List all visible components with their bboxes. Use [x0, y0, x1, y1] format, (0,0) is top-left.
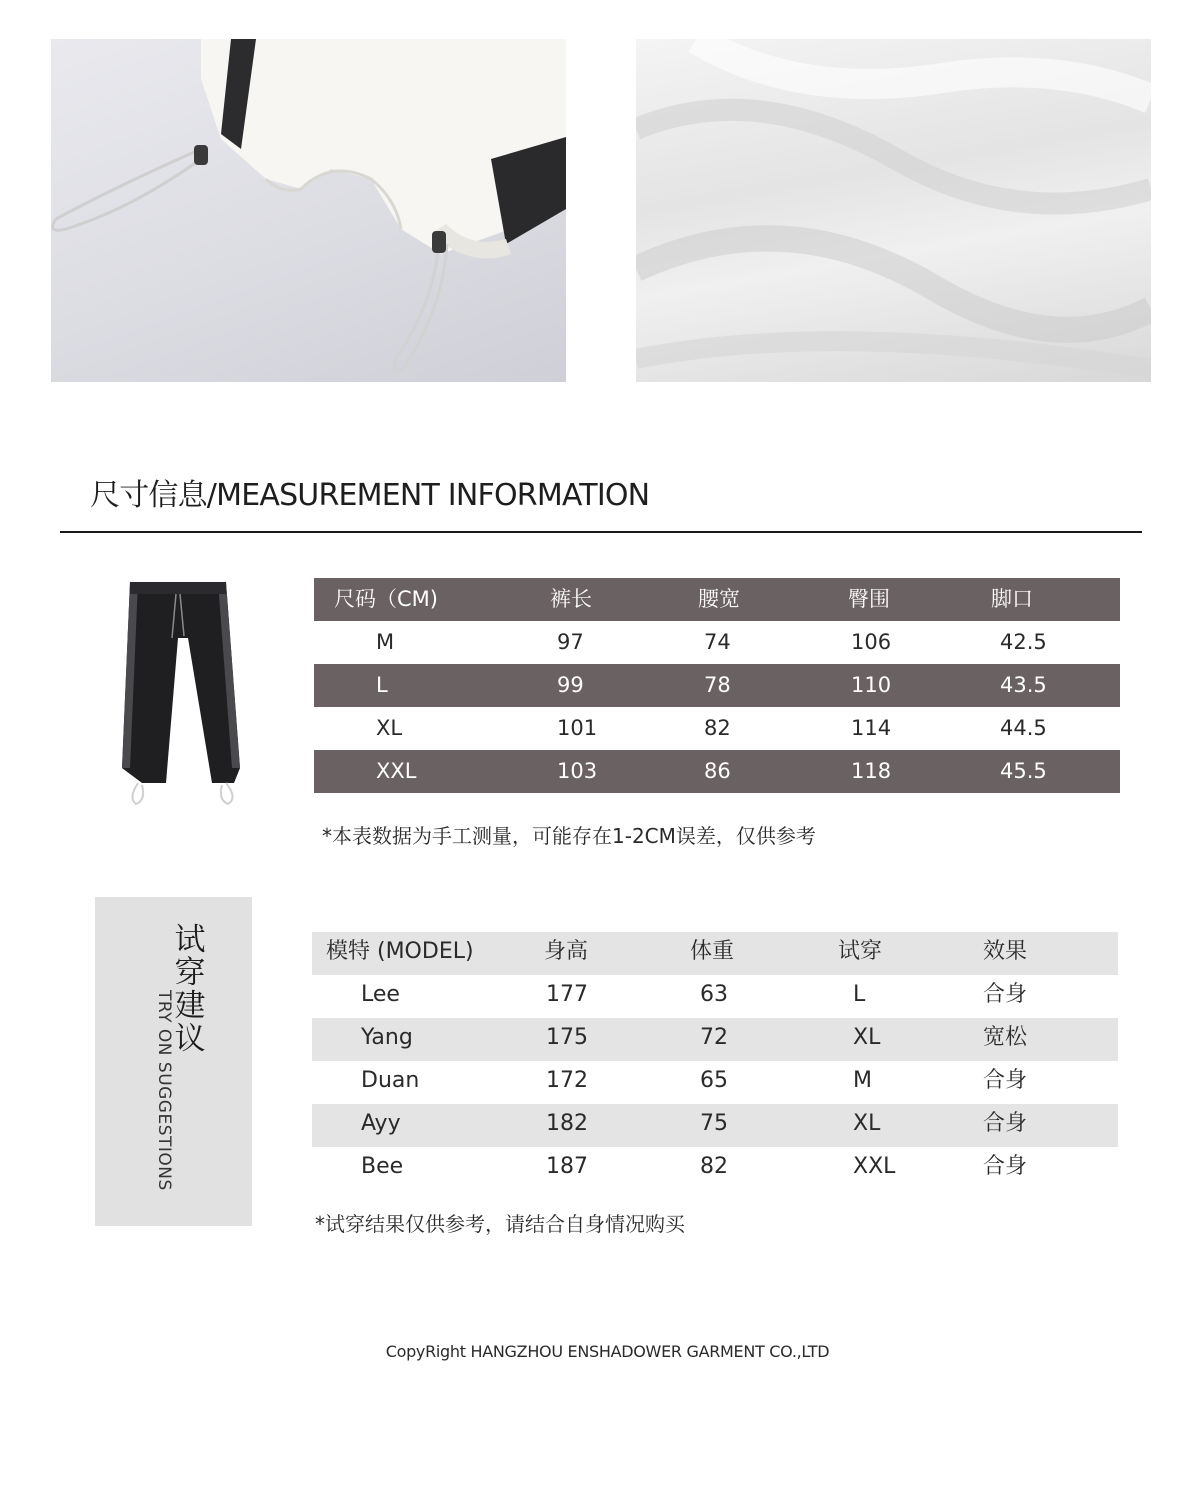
cell-height: 182: [546, 1111, 588, 1136]
cell-size: M: [376, 630, 395, 654]
table-row: [312, 1018, 1118, 1061]
cell-size: XL: [376, 716, 403, 740]
header-fit: 效果: [983, 939, 1028, 964]
cell-height: 177: [546, 982, 588, 1007]
table-row: [312, 1104, 1118, 1147]
header-hip: 臀围: [848, 587, 890, 611]
cell-fit: 合身: [983, 1068, 1028, 1093]
cell-hem: 43.5: [1000, 673, 1047, 697]
cell-length: 103: [557, 759, 598, 783]
header-length: 裤长: [550, 587, 592, 611]
black-jogger-pants-icon: [108, 578, 248, 810]
fabric-fold-illustration: [636, 39, 1151, 382]
table-row: [312, 1147, 1118, 1190]
table-row: [314, 707, 1120, 750]
tryon-note: *试穿结果仅供参考，请结合自身情况购买: [315, 1212, 685, 1236]
cell-fit: 合身: [983, 1111, 1028, 1136]
measurement-table: [314, 578, 1120, 793]
cell-hip: 106: [851, 630, 892, 654]
cell-weight: 63: [700, 982, 728, 1007]
table-row: [312, 1061, 1118, 1104]
cell-length: 97: [557, 630, 584, 654]
section-title: 尺寸信息/MEASUREMENT INFORMATION: [90, 478, 650, 513]
header-size: 试穿: [838, 939, 883, 964]
measurement-header-row: [314, 578, 1120, 621]
table-row: [314, 750, 1120, 793]
cell-length: 101: [557, 716, 598, 740]
fabric-texture-photo: [636, 39, 1151, 382]
cell-waist: 86: [704, 759, 731, 783]
header-size: 尺码（CM): [334, 587, 438, 611]
table-row: [312, 975, 1118, 1018]
cell-waist: 74: [704, 630, 731, 654]
copyright-footer: CopyRight HANGZHOU ENSHADOWER GARMENT CO.,LTD: [385, 1342, 830, 1361]
cell-waist: 82: [704, 716, 731, 740]
product-pants-image: [108, 578, 248, 810]
table-row: [314, 621, 1120, 664]
tryon-header-row: [312, 932, 1118, 975]
cell-hip: 110: [851, 673, 892, 697]
cell-hip: 118: [851, 759, 892, 783]
cell-hem: 45.5: [1000, 759, 1047, 783]
cell-model: Lee: [361, 982, 400, 1007]
cell-weight: 65: [700, 1068, 728, 1093]
cell-size: XXL: [376, 759, 417, 783]
cell-height: 187: [546, 1154, 588, 1179]
header-height: 身高: [544, 939, 589, 964]
cell-weight: 82: [700, 1154, 728, 1179]
section-divider: [60, 531, 1142, 533]
cell-hem: 44.5: [1000, 716, 1047, 740]
drawstring-cuff-illustration: [51, 39, 566, 382]
header-model: 模特 (MODEL): [326, 939, 474, 964]
cell-hem: 42.5: [1000, 630, 1047, 654]
cell-size: M: [853, 1068, 872, 1093]
tryon-table: [312, 932, 1118, 1190]
tryon-title-cn: 试穿建议: [174, 922, 206, 1057]
header-weight: 体重: [690, 939, 735, 964]
cell-model: Yang: [361, 1025, 413, 1050]
cell-model: Duan: [361, 1068, 420, 1093]
drawstring-cuff-photo: [51, 39, 566, 382]
measurement-note: *本表数据为手工测量，可能存在1-2CM误差，仅供参考: [322, 824, 816, 848]
cell-height: 175: [546, 1025, 588, 1050]
cell-weight: 72: [700, 1025, 728, 1050]
cell-hip: 114: [851, 716, 892, 740]
header-waist: 腰宽: [698, 587, 740, 611]
header-hem: 脚口: [991, 587, 1033, 611]
tryon-title-en: TRY ON SUGGESTIONS: [154, 990, 174, 1191]
cell-waist: 78: [704, 673, 731, 697]
cell-size: XL: [853, 1111, 881, 1136]
cell-size: XXL: [853, 1154, 896, 1179]
cell-model: Ayy: [361, 1111, 401, 1136]
cell-size: XL: [853, 1025, 881, 1050]
cell-fit: 合身: [983, 1154, 1028, 1179]
cell-fit: 合身: [983, 982, 1028, 1007]
cell-size: L: [853, 982, 866, 1007]
cell-size: L: [376, 673, 388, 697]
cell-length: 99: [557, 673, 584, 697]
cell-height: 172: [546, 1068, 588, 1093]
cell-weight: 75: [700, 1111, 728, 1136]
cell-fit: 宽松: [983, 1025, 1028, 1050]
table-row: [314, 664, 1120, 707]
cell-model: Bee: [361, 1154, 404, 1179]
